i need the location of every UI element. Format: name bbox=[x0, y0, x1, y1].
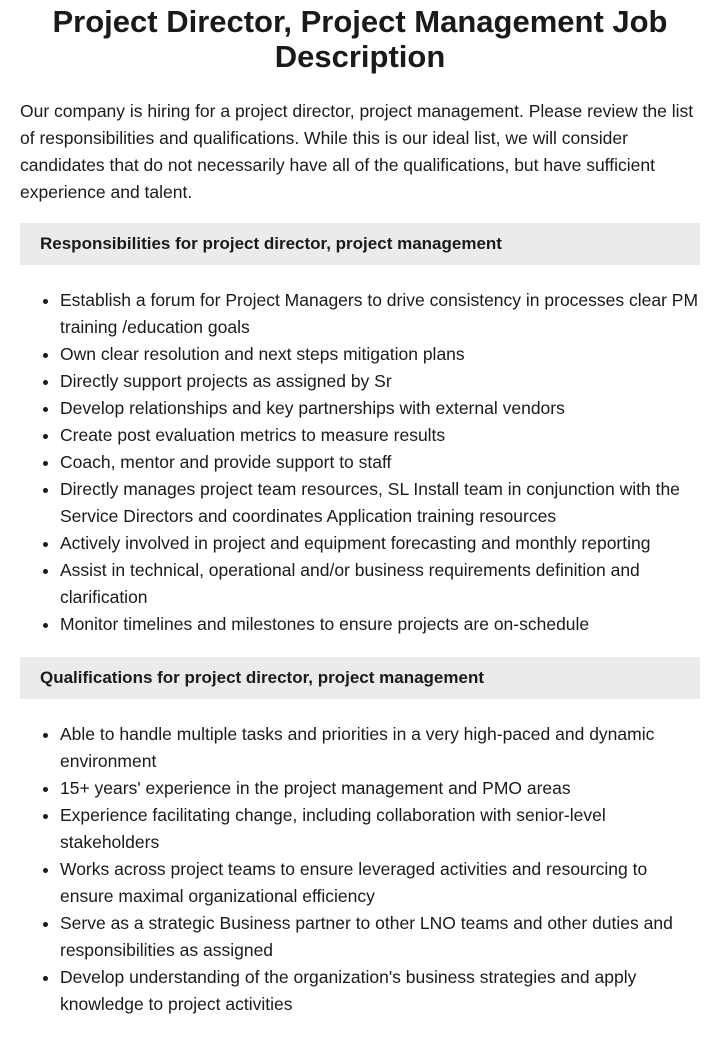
list-item: • Own clear resolution and next steps mitigation plans bbox=[60, 341, 700, 368]
job-description bbox=[0, 4, 720, 1018]
list-item: • Assist in technical, operational and/or business requirements definition and clarification bbox=[60, 557, 700, 611]
list-item: • Directly support projects as assigned by Sr bbox=[60, 368, 700, 395]
list-item: • Actively involved in project and equipment forecasting and monthly reporting bbox=[60, 530, 700, 557]
list-item: • Experience facilitating change, including collaboration with senior-level stakeholders bbox=[60, 802, 700, 856]
responsibilities-heading: Responsibilities for project director, project management bbox=[20, 223, 700, 265]
list-item: • 15+ years' experience in the project management and PMO areas bbox=[60, 775, 700, 802]
responsibilities-list bbox=[20, 287, 700, 638]
qualifications-heading: Qualifications for project director, project management bbox=[20, 657, 700, 699]
page-title: Project Director, Project Management Job Description bbox=[52, 4, 668, 74]
list-item: • Coach, mentor and provide support to staff bbox=[60, 449, 700, 476]
list-item: • Directly manages project team resources, SL Install team in conjunction with the Service Directors and coordinates Application training resources bbox=[60, 476, 700, 530]
list-item: • Develop relationships and key partnerships with external vendors bbox=[60, 395, 700, 422]
list-item: • Create post evaluation metrics to measure results bbox=[60, 422, 700, 449]
list-item: • Monitor timelines and milestones to ensure projects are on-schedule bbox=[60, 611, 700, 638]
list-item: • Develop understanding of the organization's business strategies and apply knowledge to project activities bbox=[60, 964, 700, 1018]
qualifications-list bbox=[20, 721, 700, 1018]
intro-text: Our company is hiring for a project director, project management. Please review the list of responsibilities and qualifications. While this is our ideal list, we will consider candidates that do not necessarily have all of the qualifications, but have sufficient experience and talent. bbox=[20, 101, 694, 202]
list-item: • Establish a forum for Project Managers to drive consistency in processes clear PM training /education goals bbox=[60, 287, 700, 341]
list-item: • Works across project teams to ensure leveraged activities and resourcing to ensure maximal organizational efficiency bbox=[60, 856, 700, 910]
list-item: • Able to handle multiple tasks and priorities in a very high-paced and dynamic environment bbox=[60, 721, 700, 775]
list-item: • Serve as a strategic Business partner to other LNO teams and other duties and responsibilities as assigned bbox=[60, 910, 700, 964]
